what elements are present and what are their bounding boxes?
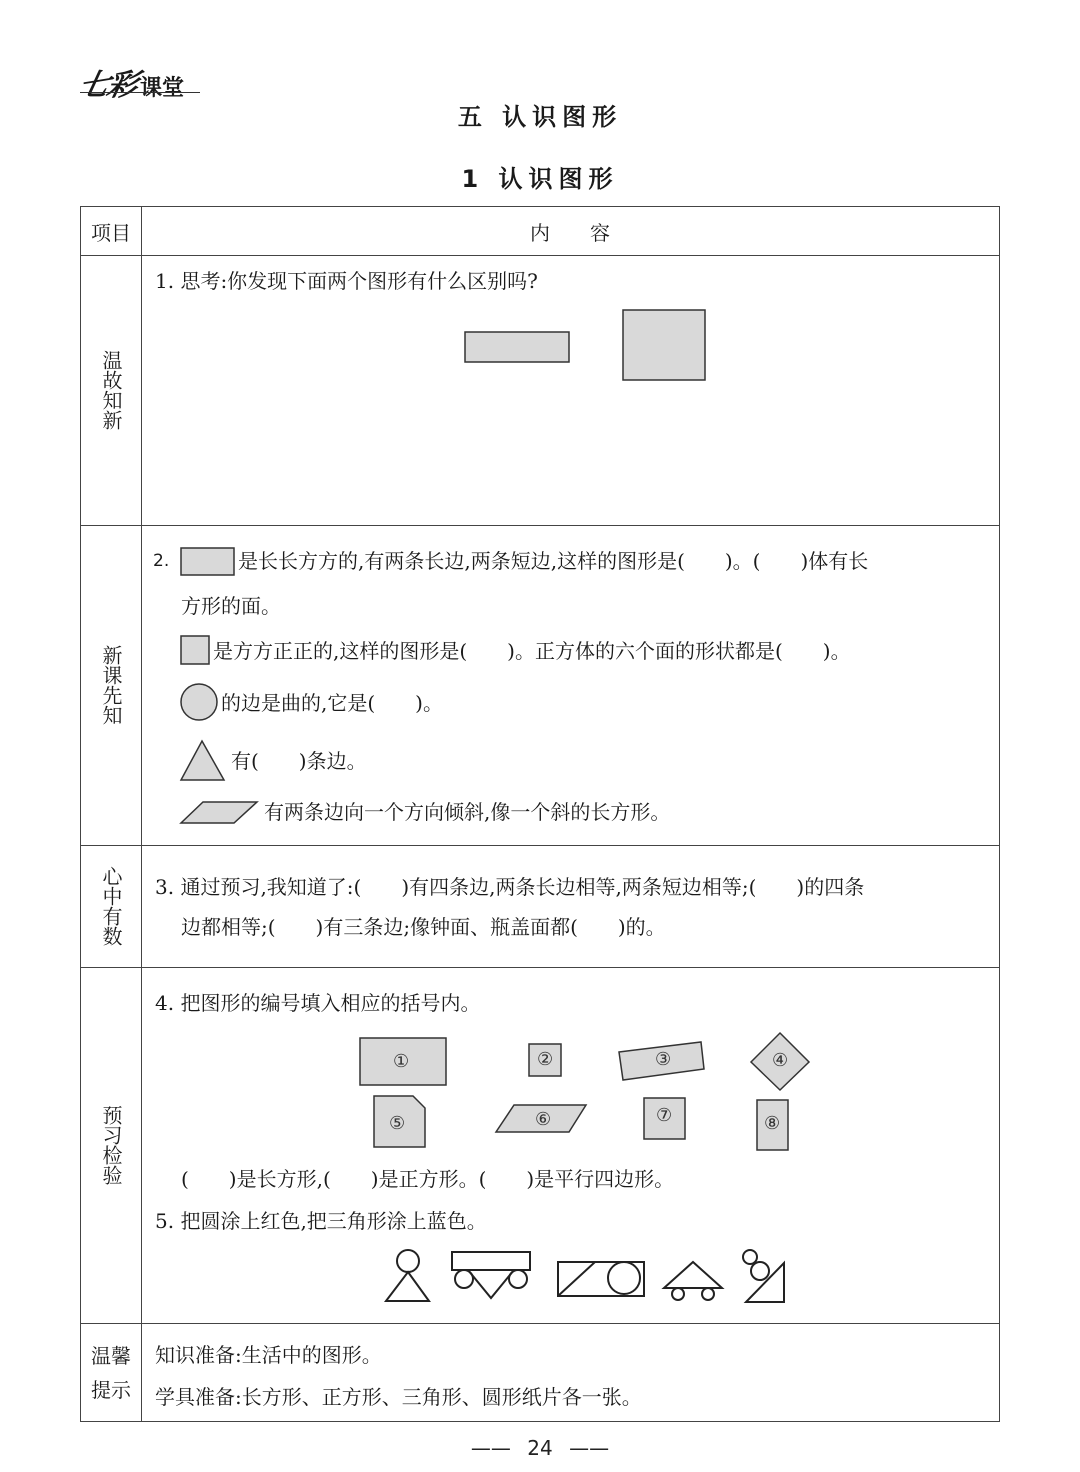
square-icon: [179, 634, 213, 668]
question-2-number: 2.: [153, 551, 170, 571]
lesson-title: 1 认识图形: [461, 165, 619, 193]
comparison-square: [623, 310, 705, 380]
shape-6-number: ⑥: [535, 1109, 552, 1130]
unit-title: 五 认识图形: [457, 103, 623, 131]
section-preview-label-cell: [81, 525, 141, 845]
question-4-text: 4. 把图形的编号填入相应的括号内。: [155, 991, 481, 1015]
question-5-text: 5. 把圆涂上红色,把三角形涂上蓝色。: [155, 1209, 487, 1233]
question-2-circle-text: 的边是曲的,它是( )。: [221, 691, 443, 715]
circle-icon: [179, 682, 221, 724]
numbered-shapes: [351, 1027, 821, 1157]
comparison-shapes: [461, 307, 711, 387]
row-divider: [81, 1323, 999, 1324]
question-2-triangle-text: 有( )条边。: [231, 749, 367, 773]
comparison-rectangle: [465, 332, 569, 362]
section-preview-label: 新课先知: [99, 645, 123, 725]
page-number-dash-right: ——: [569, 1436, 610, 1460]
section-check-label-cell: [81, 967, 141, 1323]
brand-word: 课堂: [140, 76, 185, 101]
question-3-line-1: 3. 通过预习,我知道了:( )有四条边,两条长边相等,两条短边相等;( )的四条: [155, 875, 865, 899]
coloring-figures: [377, 1247, 797, 1309]
parallelogram-icon: [179, 799, 261, 827]
question-2-square-text: 是方方正正的,这样的图形是( )。正方体的六个面的形状都是( )。: [213, 639, 851, 663]
page-number-dash-left: ——: [470, 1436, 511, 1460]
brand-script: 七彩: [75, 68, 139, 103]
question-2-parallelogram-text: 有两条边向一个方向倾斜,像一个斜的长方形。: [264, 800, 671, 824]
question-3-line-2: 边都相等;( )有三条边;像钟面、瓶盖面都( )的。: [181, 915, 666, 939]
shape-7-number: ⑦: [656, 1105, 673, 1126]
figure-cart-with-triangle: [452, 1252, 530, 1298]
figure-triangle-with-wheels: [664, 1262, 722, 1300]
shape-4-number: ④: [772, 1050, 789, 1071]
section-check-label: 预习检验: [99, 1105, 123, 1185]
rectangle-icon: [179, 546, 237, 578]
question-2-line-2: 方形的面。: [181, 594, 281, 618]
figure-circles-and-triangle: [743, 1250, 784, 1302]
section-tips-label-cell: [81, 1323, 141, 1423]
section-tips-label: 温馨提示: [91, 1344, 131, 1402]
section-summary-label: 心中有数: [99, 866, 123, 946]
shape-3-number: ③: [655, 1049, 672, 1070]
row-divider: [81, 845, 999, 846]
page-number: [0, 1436, 1080, 1460]
row-divider: [81, 967, 999, 968]
header-content-label: 内容: [530, 220, 650, 245]
triangle-icon: [179, 739, 229, 783]
worksheet-table: [80, 206, 1000, 1422]
question-4-answer-line: ( )是长方形,( )是正方形。( )是平行四边形。: [181, 1167, 675, 1191]
column-divider: [141, 207, 142, 1421]
tip-knowledge: 知识准备:生活中的图形。: [155, 1343, 382, 1367]
figure-rectangle-triangle-circle: [558, 1262, 644, 1296]
page-number-value: 24: [527, 1436, 553, 1460]
section-review-label-cell: [81, 255, 141, 525]
tip-materials: 学具准备:长方形、正方形、三角形、圆形纸片各一张。: [155, 1385, 642, 1409]
header-item-cell: [81, 207, 141, 255]
question-1-text: 1. 思考:你发现下面两个图形有什么区别吗?: [155, 269, 538, 293]
shape-5-number: ⑤: [389, 1113, 406, 1134]
section-summary-label-cell: [81, 845, 141, 967]
brand-underline: [80, 92, 200, 93]
figure-circle-on-triangle: [386, 1250, 429, 1301]
shape-1-number: ①: [393, 1051, 410, 1072]
row-divider: [81, 525, 999, 526]
row-divider: [81, 255, 999, 256]
shape-8-number: ⑧: [764, 1113, 781, 1134]
header-item-label: 项目: [91, 220, 131, 245]
question-2-rectangle-text: 是长长方方的,有两条长边,两条短边,这样的图形是( )。( )体有长: [238, 549, 869, 573]
shape-2-number: ②: [537, 1049, 554, 1070]
section-review-label: 温故知新: [99, 350, 123, 430]
